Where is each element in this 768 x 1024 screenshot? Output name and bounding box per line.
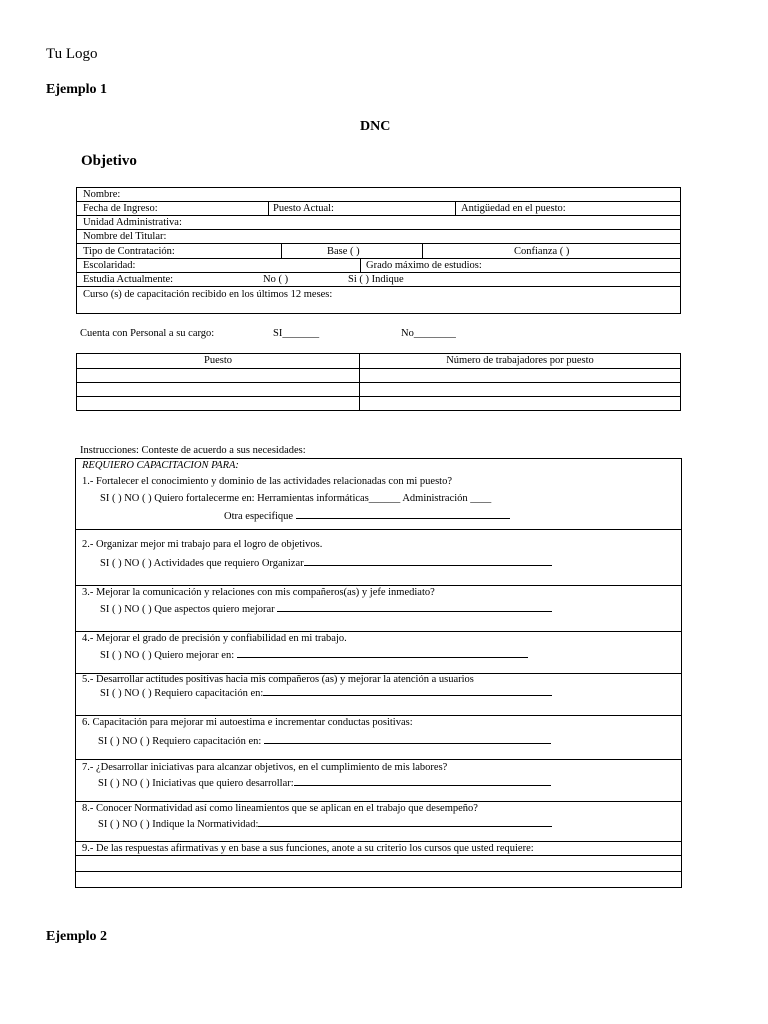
- personal-no-field: No________: [401, 328, 456, 339]
- question-9: [76, 842, 681, 856]
- titular-label: Nombre del Titular:: [83, 231, 167, 242]
- nombre-label: Nombre:: [83, 189, 121, 200]
- training-needs-form: [75, 458, 682, 888]
- personal-cargo-label: Cuenta con Personal a su cargo:: [80, 328, 215, 339]
- confianza-option: Confianza ( ): [514, 246, 570, 257]
- curso-label: Curso (s) de capacitación recibido en los últimos 12 meses:: [83, 289, 333, 300]
- row-titular: [77, 230, 680, 244]
- q2-line: [304, 556, 552, 566]
- q5-options: [100, 686, 552, 700]
- q7-line: [294, 776, 551, 786]
- q5-options-label: SI ( ) NO ( ) Requiero capacitación en:: [100, 688, 264, 699]
- q8-line: [258, 817, 552, 827]
- q6-line: [264, 734, 551, 744]
- estudia-si-option: Si ( ) Indique: [348, 274, 404, 285]
- requiero-header: REQUIERO CAPACITACION PARA:: [82, 460, 239, 471]
- question-4: [76, 632, 681, 674]
- q4-options: [100, 648, 528, 662]
- q6-options-label: SI ( ) NO ( ) Requiero capacitación en:: [98, 736, 262, 747]
- q4-text: 4.- Mejorar el grado de precisión y confiabilidad en mi trabajo.: [82, 633, 347, 644]
- table-header-row: [77, 354, 680, 369]
- estudia-no-option: No ( ): [263, 274, 289, 285]
- q4-line: [237, 648, 528, 658]
- q1-text: 1.- Fortalecer el conocimiento y dominio de las actividades relacionadas con mi puesto?: [82, 476, 453, 487]
- escolaridad-label: Escolaridad:: [83, 260, 136, 271]
- q5-text: 5.- Desarrollar actitudes positivas hacia mis compañeros (as) y mejorar la atención a usuarios: [82, 674, 474, 685]
- q2-text: 2.- Organizar mejor mi trabajo para el logro de objetivos.: [82, 539, 323, 550]
- question-1: [76, 459, 681, 530]
- question-3: [76, 586, 681, 632]
- fecha-ingreso-label: Fecha de Ingreso:: [83, 203, 158, 214]
- q8-options: [98, 817, 552, 831]
- q7-text: 7.- ¿Desarrollar iniciativas para alcanzar objetivos, en el cumplimiento de mis labores?: [82, 762, 448, 773]
- q9-answer-row: [76, 856, 681, 872]
- table-row: [77, 383, 680, 397]
- q8-options-label: SI ( ) NO ( ) Indique la Normatividad:: [98, 819, 259, 830]
- q4-options-label: SI ( ) NO ( ) Quiero mejorar en:: [100, 650, 235, 661]
- q6-options: [98, 734, 551, 748]
- q8-text: 8.- Conocer Normatividad así como lineamientos que se aplican en el trabajo que desempeño?: [82, 803, 478, 814]
- example-2-heading: Ejemplo 2: [46, 929, 108, 944]
- table-row: [77, 369, 680, 383]
- logo-placeholder: Tu Logo: [46, 46, 98, 62]
- puesto-table: [76, 353, 681, 411]
- personal-si-field: SI_______: [273, 328, 320, 339]
- q3-options-label: SI ( ) NO ( ) Que aspectos quiero mejorar: [100, 604, 275, 615]
- question-5: [76, 674, 681, 716]
- personal-data-form: [76, 187, 681, 314]
- q3-line: [277, 602, 552, 612]
- instructions-text: Instrucciones: Conteste de acuerdo a sus necesidades:: [80, 445, 306, 456]
- q5-line: [263, 686, 552, 696]
- antiguedad-label: Antigüedad en el puesto:: [461, 203, 566, 214]
- q7-options-label: SI ( ) NO ( ) Iniciativas que quiero desarrollar:: [98, 778, 294, 789]
- q2-options: [100, 556, 552, 570]
- tipo-contratacion-label: Tipo de Contratación:: [83, 246, 175, 257]
- unidad-label: Unidad Administrativa:: [83, 217, 182, 228]
- question-2: [76, 530, 681, 586]
- row-nombre: [77, 188, 680, 202]
- q7-options: [98, 776, 551, 790]
- col-numero-header: Número de trabajadores por puesto: [446, 355, 594, 366]
- q3-options: [100, 602, 552, 616]
- col-puesto-header: Puesto: [203, 355, 232, 366]
- q1-other-label: Otra especifique: [224, 511, 294, 522]
- row-escolaridad: [77, 259, 680, 273]
- q1-other: [224, 509, 510, 523]
- row-unidad: [77, 216, 680, 230]
- q3-text: 3.- Mejorar la comunicación y relaciones con mis compañeros(as) y jefe inmediato?: [82, 587, 435, 598]
- question-8: [76, 802, 681, 842]
- puesto-actual-label: Puesto Actual:: [273, 203, 334, 214]
- q1-options: SI ( ) NO ( ) Quiero fortalecerme en: Herramientas informáticas______ Administración ____: [100, 493, 492, 504]
- base-option: Base ( ): [327, 246, 360, 257]
- q6-text: 6. Capacitación para mejorar mi autoestima e incrementar conductas positivas:: [82, 717, 413, 728]
- question-6: [76, 716, 681, 760]
- row-contratacion: [77, 244, 680, 259]
- objective-heading: Objetivo: [81, 153, 137, 169]
- dnc-title: DNC: [360, 119, 391, 134]
- q2-options-label: SI ( ) NO ( ) Actividades que requiero Organizar: [100, 558, 304, 569]
- q1-other-line: [296, 509, 510, 519]
- row-fecha: [77, 202, 680, 216]
- grado-label: Grado máximo de estudios:: [366, 260, 482, 271]
- row-estudia: [77, 273, 680, 287]
- question-7: [76, 760, 681, 802]
- example-1-heading: Ejemplo 1: [46, 82, 108, 97]
- q9-text: 9.- De las respuestas afirmativas y en base a sus funciones, anote a su criterio los cursos que usted requiere:: [82, 843, 534, 854]
- estudia-label: Estudia Actualmente:: [83, 274, 174, 285]
